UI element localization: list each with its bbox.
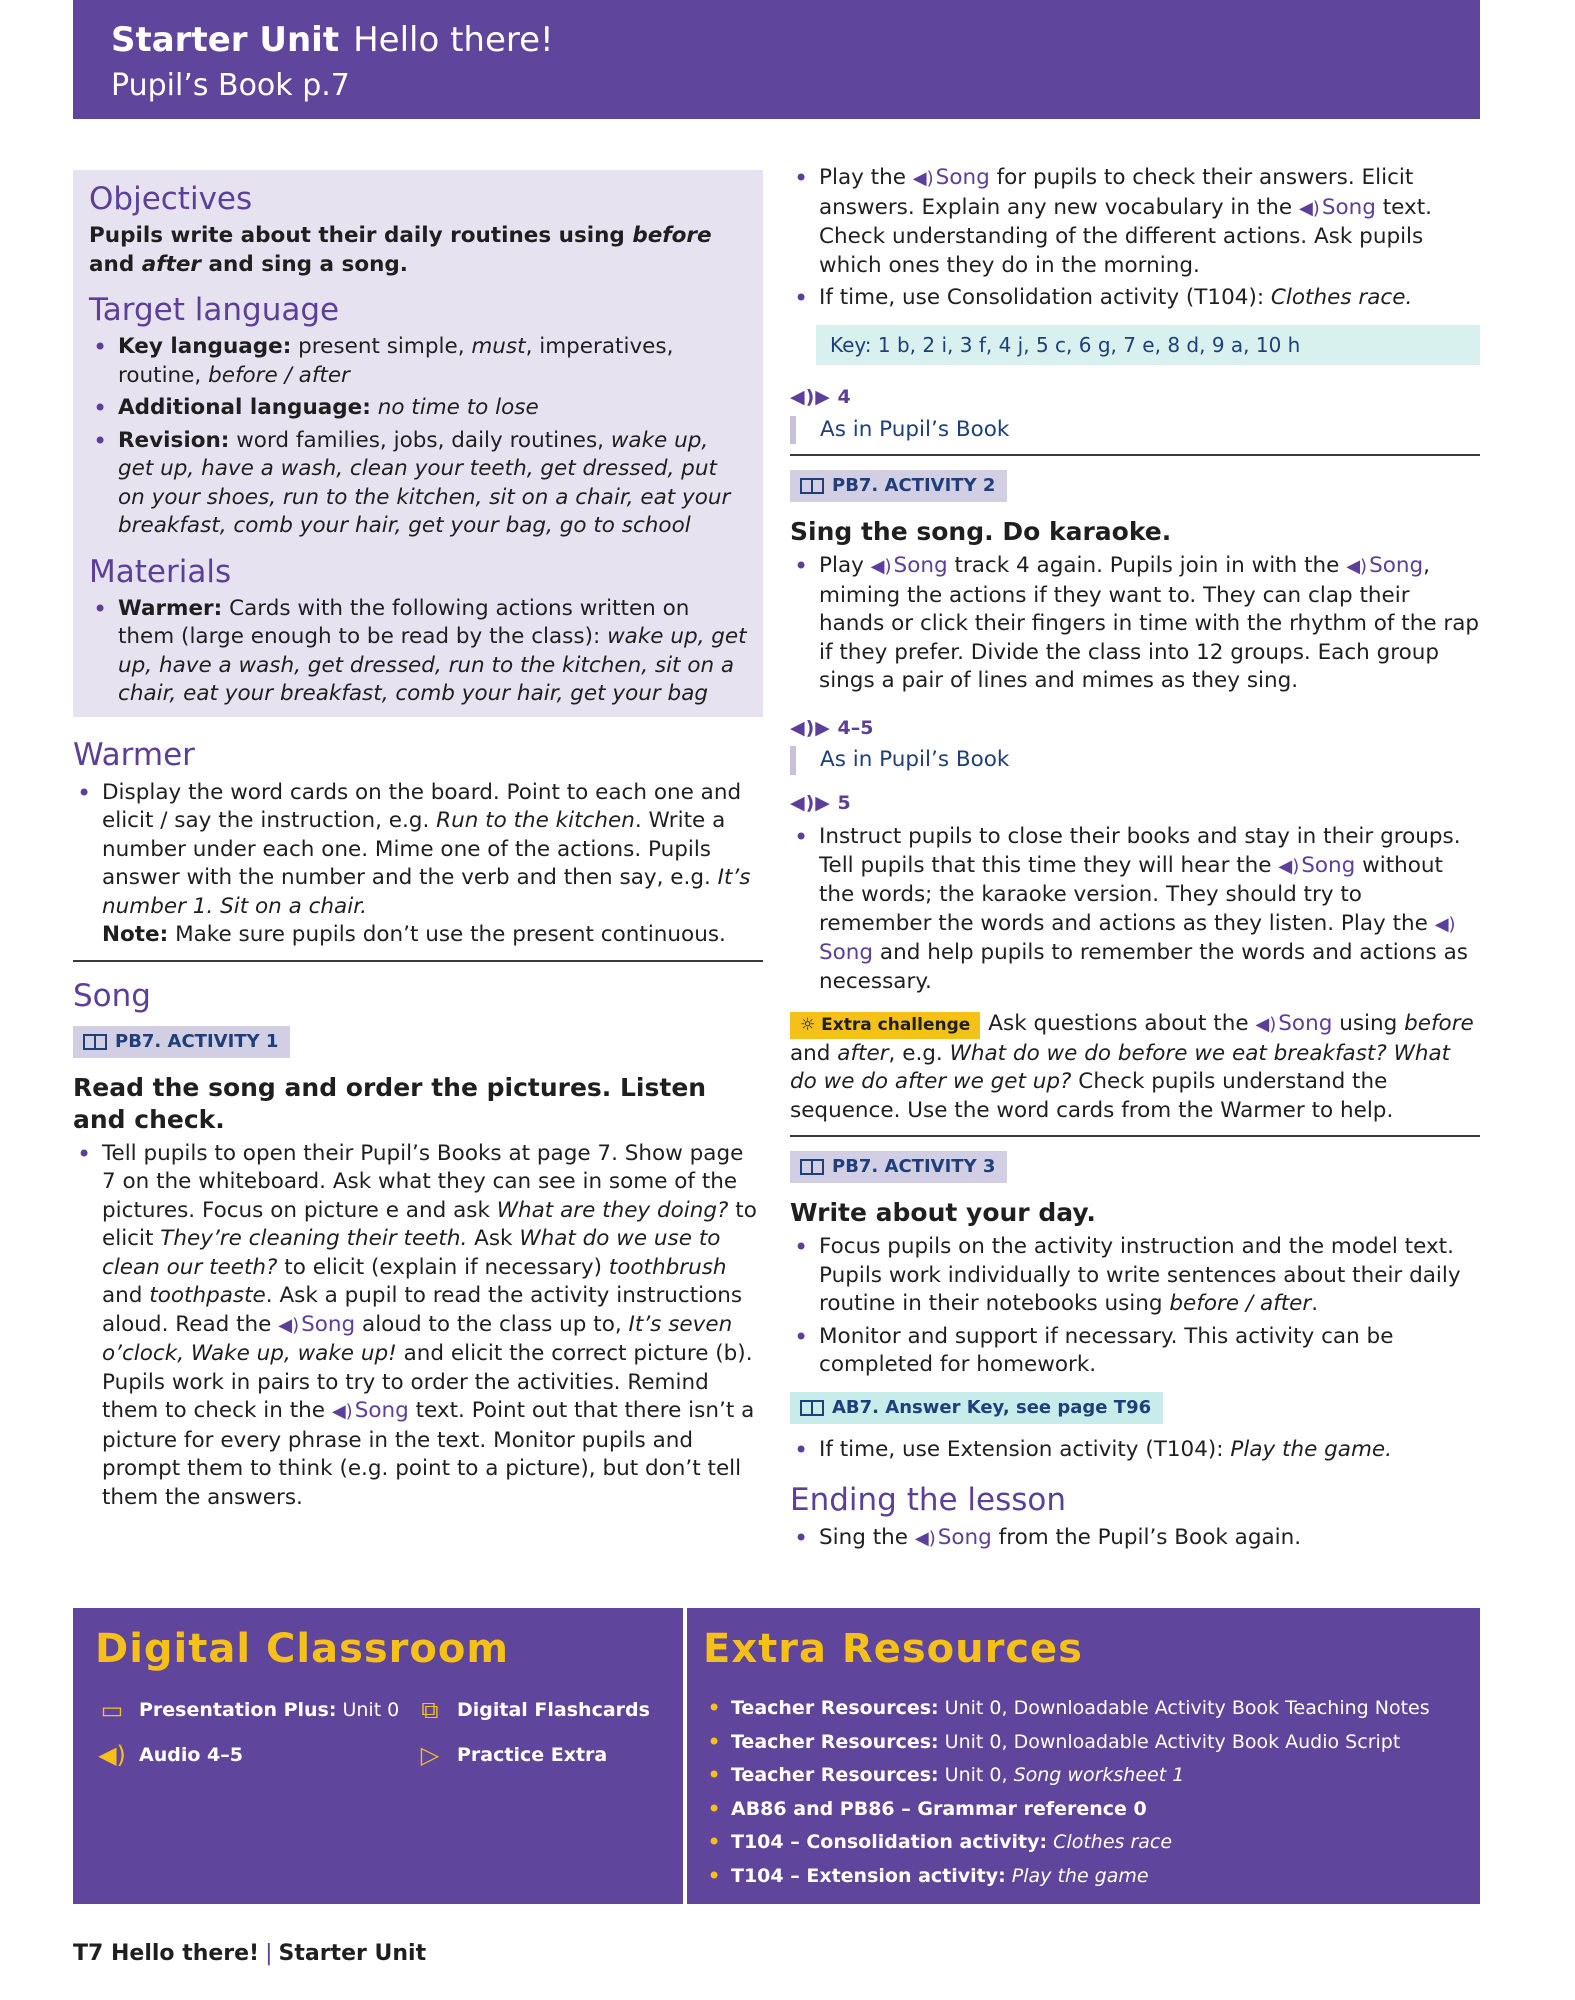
- audio-track: [790, 714, 1480, 743]
- warmer-list: [73, 779, 763, 950]
- resource-label: T104 – Consolidation activity:: [731, 1831, 1048, 1853]
- list-item[interactable]: [703, 1692, 1463, 1726]
- additional-language-label: Additional language:: [118, 395, 371, 420]
- a5: Monitor and support if necessary. This activity can be completed for homework.: [819, 1323, 1394, 1377]
- list-item[interactable]: [703, 1726, 1463, 1760]
- song-p9: and: [102, 1283, 150, 1308]
- song-p10: toothpaste: [149, 1283, 266, 1308]
- e1a: Sing the: [819, 1525, 915, 1550]
- list-item[interactable]: [703, 1759, 1463, 1793]
- b2b: Clothes race.: [1270, 285, 1413, 310]
- list-item: [89, 595, 749, 709]
- warmer-t1: Display the word cards on the board. Point to each one and elicit / say the instruction, e.g.: [102, 779, 742, 833]
- objectives-text-d: after: [141, 251, 202, 277]
- book-icon: [800, 478, 824, 494]
- answer-key-tag: [790, 1392, 1163, 1424]
- digital-classroom-title: Digital Classroom: [95, 1626, 510, 1672]
- presentation-plus-label: Presentation Plus:: [139, 1699, 337, 1721]
- revision-label: Revision:: [118, 427, 230, 453]
- objectives-text: [89, 222, 749, 279]
- left-column: [73, 170, 763, 1512]
- song-p4: They’re cleaning their teeth.: [160, 1226, 468, 1251]
- song-p15: text. Point out that there isn’t a picture for every phrase in the text. Monitor pupils and prompt them to think (e.g. point to a picture), but don’t tell them the answers.: [102, 1398, 755, 1510]
- activity-title: Sing the song. Do karaoke.: [790, 517, 1172, 546]
- extra-challenge-label: Extra challenge: [821, 1015, 971, 1035]
- digital-flashcards-item[interactable]: [413, 1696, 656, 1724]
- song-p13: It’s seven o’clock, Wake up, wake up!: [102, 1311, 733, 1366]
- panel-divider: [683, 1608, 687, 1904]
- answer-key: Key: 1 b, 2 i, 3 f, 4 j, 5 c, 6 g, 7 e, 8 d, 9 a, 10 h: [816, 325, 1480, 366]
- a3c: and help pupils to remember the words and actions as necessary.: [819, 940, 1468, 994]
- xc-f: , e.g.: [888, 1040, 950, 1066]
- warmer-t4: It’s number 1. Sit on a chair.: [102, 865, 751, 919]
- a3a: Instruct pupils to close their books and stay in their groups. Tell pupils that this time they will hear the: [819, 824, 1461, 878]
- song-title: Song: [73, 977, 151, 1014]
- song-link: Song: [1278, 1011, 1333, 1036]
- xc-c: before: [1404, 1011, 1474, 1036]
- act2-list: [790, 552, 1480, 696]
- b2a: If time, use Consolidation activity (T104):: [819, 285, 1271, 310]
- audio-item[interactable]: [95, 1741, 249, 1769]
- list-item: [790, 1436, 1480, 1465]
- act3b-list: [790, 1436, 1480, 1465]
- list-item: [73, 779, 763, 950]
- audio-track-number: 4–5: [837, 716, 874, 739]
- speaker-icon: ◀): [870, 556, 892, 577]
- resource-value: Unit 0,: [938, 1764, 1014, 1786]
- header-title-line: [111, 20, 554, 60]
- audio-track: [790, 789, 1480, 818]
- note-label: Note:: [102, 922, 169, 947]
- book-icon: [800, 1159, 824, 1175]
- digital-flashcards-label: Digital Flashcards: [457, 1699, 650, 1721]
- activity-tag-label: PB7. ACTIVITY 2: [832, 475, 996, 496]
- song-link: Song: [819, 940, 874, 965]
- resource-label: AB86 and PB86 – Grammar reference 0: [731, 1797, 1147, 1820]
- audio-play-icon: ◀)▶: [790, 386, 831, 408]
- practice-extra-icon: ▷: [420, 1741, 440, 1769]
- revision-b: wake up, get up, have a wash, clean your teeth, get dressed, put on your shoes, run to the kitchen, sit on a chair, eat your breakfast, comb your hair, get your bag, go to school: [118, 427, 731, 538]
- extra-challenge: [790, 1010, 1480, 1125]
- key-language-c: , imperatives, routine,: [118, 334, 674, 388]
- b1b: for pupils to check their answers. Elicit answers. Explain any new vocabulary in the: [819, 165, 1414, 220]
- list-item: [790, 284, 1480, 313]
- materials-text-a: Cards with the following actions written on them (large enough to be read by the class):: [118, 595, 690, 649]
- activity-tag: [73, 1026, 290, 1058]
- list-item: [73, 1140, 763, 1513]
- right-column: [790, 164, 1480, 1554]
- song-p7: to elicit (explain if necessary): [277, 1254, 609, 1280]
- list-item[interactable]: [703, 1793, 1463, 1827]
- divider: [73, 960, 763, 962]
- activity-title: Write about your day.: [790, 1198, 1096, 1227]
- song-p12: aloud to the class up to,: [355, 1311, 629, 1337]
- b1a: Play the: [819, 165, 913, 190]
- song-link: Song: [301, 1311, 356, 1337]
- song-p14: and elicit the correct picture (b). Pupils work in pairs to try to order the activities. Remind them to check in the: [102, 1341, 753, 1423]
- audio-label: Audio 4–5: [139, 1744, 243, 1766]
- speaker-icon: ◀): [278, 1314, 300, 1336]
- activity-tag: [790, 470, 1007, 502]
- a3b: without the words; the karaoke version. They should try to remember the words and actions as they listen. Play the: [819, 852, 1443, 936]
- resource-label: T104 – Extension activity:: [731, 1864, 1006, 1887]
- xc-d: and: [790, 1040, 838, 1066]
- list-item: [89, 427, 749, 541]
- book-icon: [83, 1034, 107, 1050]
- extra-resources-title: Extra Resources: [703, 1626, 1083, 1672]
- a4b: before / after: [1169, 1291, 1312, 1316]
- materials-label: Warmer:: [118, 595, 223, 621]
- footer-title: Hello there!: [111, 1941, 260, 1966]
- revision-a: word families, jobs, daily routines,: [229, 427, 611, 453]
- materials-title: Materials: [89, 553, 232, 590]
- list-item[interactable]: [703, 1826, 1463, 1860]
- as-in-pupils-book: As in Pupil’s Book: [790, 746, 1480, 775]
- song-p1: Tell pupils to open their Pupil’s Books at page 7. Show page 7 on the whiteboard. Ask what they can see in some of the pictures. Focus on picture e and ask: [102, 1140, 744, 1223]
- xc-e: after: [837, 1040, 889, 1066]
- extra-challenge-badge: ☼ Extra challenge: [790, 1012, 980, 1039]
- xc-h: Check pupils understand the sequence. Use the word cards from the Warmer to help.: [790, 1069, 1394, 1123]
- practice-extra-item[interactable]: [413, 1741, 613, 1769]
- resource-label: Teacher Resources:: [731, 1697, 939, 1719]
- warmer-t2: Run to the kitchen: [436, 808, 635, 833]
- speaker-icon: ◀): [1255, 1014, 1277, 1035]
- resource-value: Unit 0, Downloadable Activity Book Audio Script: [938, 1730, 1401, 1753]
- key-language-label: Key language:: [118, 334, 292, 359]
- list-item: [790, 823, 1480, 996]
- presentation-plus-item[interactable]: [95, 1696, 399, 1724]
- list-item: [790, 1524, 1480, 1554]
- xc-b: using: [1332, 1011, 1405, 1036]
- list-item: [790, 1323, 1480, 1380]
- target-language-list: [89, 333, 749, 541]
- activity-title: Read the song and order the pictures. Listen and check.: [73, 1072, 707, 1134]
- resources-panel: [73, 1608, 1480, 1904]
- objectives-text-c: and: [89, 251, 142, 277]
- song-p2: What are they doing?: [496, 1197, 729, 1223]
- objectives-text-a: Pupils write about their daily routines using: [89, 223, 633, 248]
- xc-a: Ask questions about the: [988, 1011, 1256, 1036]
- list-item: [790, 552, 1480, 696]
- answer-key-tag-label: AB7. Answer Key, see page T96: [832, 1396, 1152, 1418]
- objectives-text-b: before: [632, 223, 712, 248]
- speaker-icon: ◀): [1434, 913, 1456, 935]
- audio-play-icon: ◀)▶: [790, 716, 831, 739]
- a6a: If time, use Extension activity (T104):: [819, 1436, 1231, 1462]
- b1c: text. Check understanding of the different actions. Ask pupils which ones they do in the morning.: [819, 194, 1433, 278]
- act2b-list: [790, 823, 1480, 996]
- song-p6: What do we use to clean our teeth?: [102, 1226, 721, 1280]
- a2c: , miming the actions if they want to. They can clap their hands or click their fingers in time with the rhythm of the rap if they prefer. Divide the class into 12 groups. Each group sings a pair of lines and mimes as they sing.: [819, 553, 1480, 693]
- ending-list: [790, 1524, 1480, 1554]
- resource-label: Teacher Resources:: [731, 1730, 939, 1753]
- as-in-pupils-book: As in Pupil’s Book: [790, 416, 1480, 445]
- speaker-icon: ◀): [1298, 197, 1320, 219]
- materials-text-b: wake up, get up, have a wash, get dressed, run to the kitchen, sit on a chair, eat your breakfast, comb your hair, get your bag: [118, 624, 747, 706]
- speaker-icon: ◀): [914, 1528, 936, 1549]
- note-text: Make sure pupils don’t use the present continuous.: [168, 922, 726, 947]
- speaker-icon: ◀): [1278, 855, 1300, 877]
- presentation-icon: ▭: [100, 1696, 124, 1724]
- warmer-title: Warmer: [73, 736, 195, 773]
- resource-value-italic: Clothes race: [1053, 1831, 1173, 1853]
- speaker-icon: ◀): [1346, 556, 1368, 577]
- e1b: from the Pupil’s Book again.: [991, 1525, 1302, 1550]
- key-language-b: must: [471, 334, 526, 359]
- a4a: Focus pupils on the activity instruction and the model text. Pupils work individually to write sentences about their daily routine in their notebooks using: [819, 1234, 1461, 1316]
- divider: [790, 1135, 1480, 1137]
- activity-tag-label: PB7. ACTIVITY 3: [832, 1156, 996, 1177]
- song-link: Song: [1369, 553, 1424, 578]
- unit-label: Starter Unit: [111, 20, 340, 60]
- list-item: [89, 333, 749, 390]
- practice-extra-label: Practice Extra: [457, 1744, 608, 1766]
- song-p8: toothbrush: [608, 1254, 727, 1280]
- resource-value: Unit 0, Downloadable Activity Book Teaching Notes: [938, 1697, 1430, 1719]
- list-item: [790, 1233, 1480, 1319]
- key-language-d: before / after: [208, 362, 350, 388]
- page-number: T7: [73, 1941, 104, 1966]
- divider: [790, 454, 1480, 456]
- song-p5: Ask: [467, 1226, 520, 1251]
- footer-unit: Starter Unit: [278, 1941, 427, 1966]
- extra-resources-list: [703, 1692, 1463, 1893]
- header-subtitle: Pupil’s Book p.7: [111, 68, 350, 103]
- xc-g: What do we do before we eat breakfast? What do we do after we get up?: [790, 1040, 1451, 1094]
- song-p11: . Ask a pupil to read the activity instructions aloud. Read the: [102, 1283, 743, 1337]
- resource-value-italic: Play the game: [1011, 1864, 1149, 1887]
- flashcards-icon: ⧉: [421, 1696, 439, 1724]
- key-language-a: present simple,: [291, 334, 472, 359]
- unit-title: Hello there!: [353, 20, 554, 60]
- book-icon: [800, 1400, 824, 1416]
- song-link: Song: [1321, 194, 1376, 220]
- song-link: Song: [893, 553, 948, 578]
- song-link: Song: [1301, 852, 1356, 878]
- song-link: Song: [354, 1398, 409, 1423]
- list-item: [89, 394, 749, 423]
- speaker-icon: ◀): [98, 1741, 126, 1769]
- resource-label: Teacher Resources:: [731, 1764, 939, 1786]
- a2b: track 4 again. Pupils join in with the: [947, 553, 1347, 578]
- objectives-box: [73, 170, 763, 717]
- additional-language-text: no time to lose: [377, 395, 539, 420]
- list-item: [790, 164, 1480, 280]
- a4c: .: [1311, 1291, 1319, 1316]
- a6b: Play the game.: [1230, 1436, 1392, 1462]
- page-header: [73, 0, 1480, 119]
- ending-title: Ending the lesson: [790, 1482, 1067, 1518]
- song-link: Song: [937, 1525, 992, 1550]
- target-language-title: Target language: [89, 292, 340, 328]
- presentation-plus-value: Unit 0: [342, 1699, 400, 1721]
- page-footer: [73, 1941, 426, 1966]
- audio-track-number: 4: [837, 386, 851, 408]
- song-link: Song: [935, 165, 990, 190]
- activity-tag: [790, 1151, 1007, 1183]
- song-p3: to elicit: [102, 1197, 757, 1251]
- warmer-t3: . Write a number under each one. Mime one of the actions. Pupils answer with the number and the verb and then say, e.g.: [102, 808, 726, 890]
- objectives-title: Objectives: [89, 181, 253, 217]
- act3-list: [790, 1233, 1480, 1380]
- check-list: [790, 164, 1480, 313]
- resource-value-italic: Song worksheet 1: [1013, 1764, 1185, 1786]
- materials-list: [89, 595, 749, 709]
- a2a: Play: [819, 553, 871, 578]
- activity-tag-label: PB7. ACTIVITY 1: [115, 1030, 279, 1052]
- speaker-icon: ◀): [912, 168, 934, 189]
- audio-play-icon: ◀)▶: [790, 791, 831, 814]
- footer-separator: |: [265, 1941, 273, 1966]
- song-list: [73, 1140, 763, 1513]
- audio-track-number: 5: [837, 791, 851, 814]
- list-item[interactable]: [703, 1860, 1463, 1894]
- speaker-icon: ◀): [331, 1401, 353, 1422]
- objectives-text-e: and sing a song.: [201, 251, 408, 277]
- audio-track: [790, 383, 1480, 412]
